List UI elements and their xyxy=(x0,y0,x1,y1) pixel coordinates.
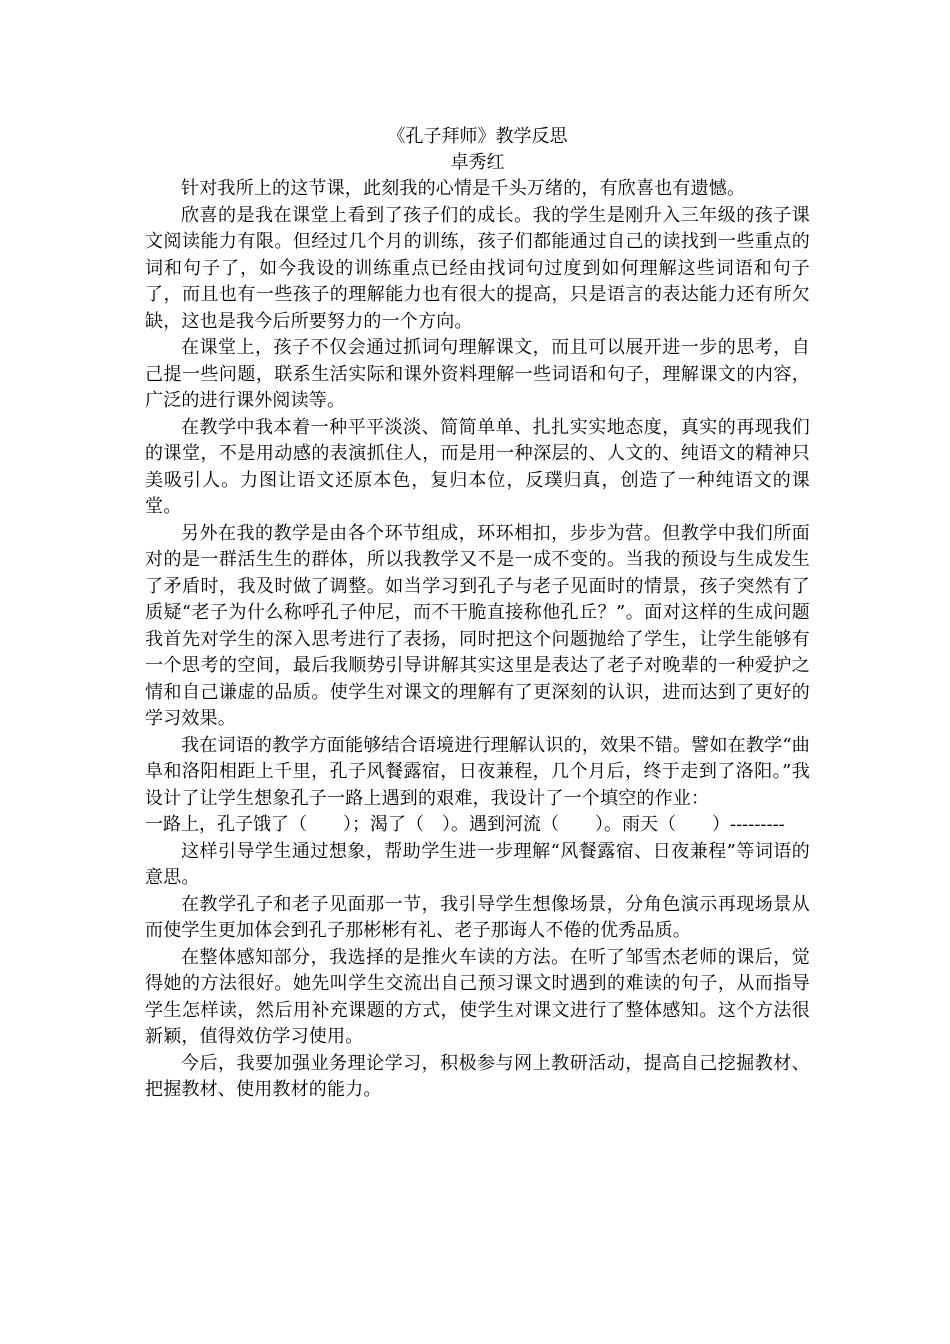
paragraph-5: 另外在我的教学是由各个环节组成，环环相扣，步步为营。但教学中我们所面对的是一群活生生的群体，所以我教学又不是一成不变的。当我的预设与生成发生了矛盾时，我及时做了调整。如当学习到孔子与老子见面时的情景，孩子突然有了质疑“老子为什么称呼孔子仲尼，而不干脆直接称他孔丘？”。面对这样的生成问题我首先对学生的深入思考进行了表扬，同时把这个问题抛给了学生，让学生能够有一个思考的空间，最后我顺势引导讲解其实这里是表达了老子对晚辈的一种爱护之情和自己谦虚的品质。使学生对课文的理解有了更深刻的认识，进而达到了更好的学习效果。 xyxy=(145,522,810,729)
document-author: 卓秀红 xyxy=(450,152,505,173)
document-page xyxy=(145,124,810,1104)
paragraph-11: 今后，我要加强业务理论学习，积极参与网上教研活动，提高自己挖掘教材、把握教材、使用教材的能力。 xyxy=(145,1052,810,1100)
paragraph-6: 我在词语的教学方面能够结合语境进行理解认识的，效果不错。譬如在教学“曲阜和洛阳相距上千里，孔子风餐露宿，日夜兼程，几个月后，终于走到了洛阳。”我设计了让学生想象孔子一路上遇到的艰难，我设计了一个填空的作业： xyxy=(145,734,810,809)
document-title: 《孔子拜师》教学反思 xyxy=(387,126,568,147)
paragraph-4: 在教学中我本着一种平平淡淡、简简单单、扎扎实实地态度，真实的再现我们的课堂，不是用动感的表演抓住人，而是用一种深层的、人文的、纯语文的精神只美吸引人。力图让语文还原本色，复归本位，反璞归真，创造了一种纯语文的课堂。 xyxy=(145,416,810,517)
paragraph-10: 在整体感知部分，我选择的是推火车读的方法。在听了邹雪杰老师的课后，觉得她的方法很好。她先叫学生交流出自己预习课文时遇到的难读的句子，从而指导学生怎样读，然后用补充课题的方式，使学生对课文进行了整体感知。这个方法很新颖，值得效仿学习使用。 xyxy=(145,946,810,1047)
paragraph-8: 这样引导学生通过想象，帮助学生进一步理解“风餐露宿、日夜兼程”等词语的意思。 xyxy=(145,840,810,888)
paragraph-3: 在课堂上，孩子不仅会通过抓词句理解课文，而且可以展开进一步的思考，自己提一些问题，联系生活实际和课外资料理解一些词语和句子，理解课文的内容，广泛的进行课外阅读等。 xyxy=(145,337,810,411)
paragraph-1: 针对我所上的这节课，此刻我的心情是千头万绪的，有欣喜也有遗憾。 xyxy=(181,178,746,199)
fill-in-exercise-line: 一路上，孔子饿了（ ）；渴了（ ）。遇到河流（ ）。雨天（ ）--------- xyxy=(145,814,785,835)
paragraph-2: 欣喜的是我在课堂上看到了孩子们的成长。我的学生是刚升入三年级的孩子课文阅读能力有限。但经过几个月的训练，孩子们都能通过自己的读找到一些重点的词和句子了，如今我设的训练重点已经由找词句过度到如何理解这些词语和句子了，而且也有一些孩子的理解能力也有很大的提高，只是语言的表达能力还有所欠缺，这也是我今后所要努力的一个方向。 xyxy=(145,204,810,332)
paragraph-9: 在教学孔子和老子见面那一节，我引导学生想像场景，分角色演示再现场景从而使学生更加体会到孔子那彬彬有礼、老子那诲人不倦的优秀品质。 xyxy=(145,893,810,941)
